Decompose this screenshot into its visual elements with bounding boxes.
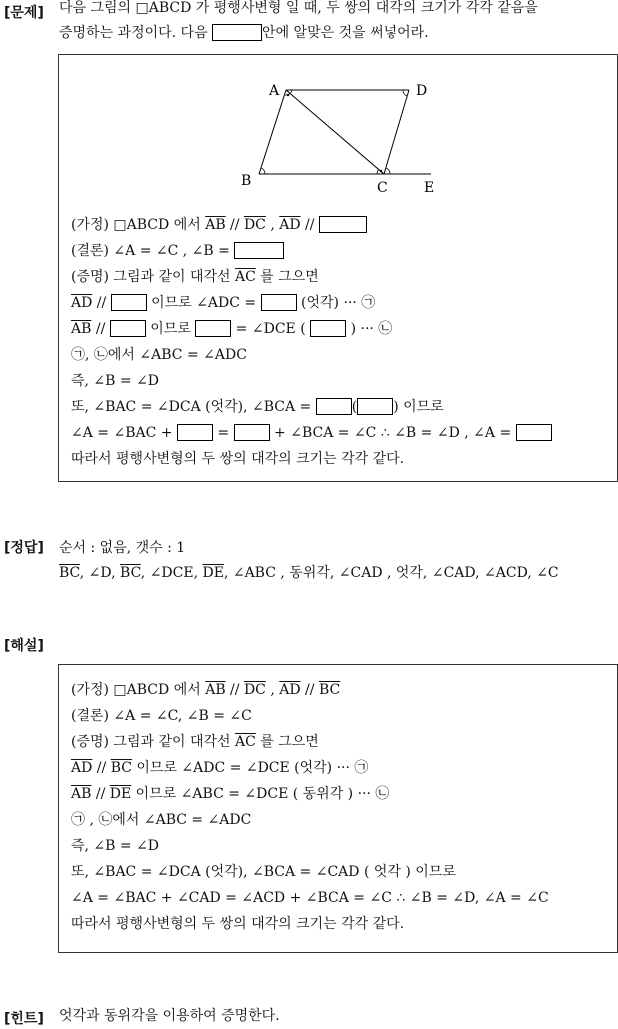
problem-box (58, 54, 618, 482)
text-run: 따라서 평행사변형의 두 쌍의 대각의 크기는 각각 같다. (71, 916, 405, 932)
text-run: (가정) □ABCD 에서 (71, 682, 206, 698)
text-run: = ∠DCE ( (231, 321, 311, 337)
text-run: 이므로 (145, 321, 196, 337)
answer-blank[interactable] (310, 320, 346, 337)
answer-blank[interactable] (111, 294, 147, 311)
proof-line (71, 807, 618, 833)
text-run: // (225, 682, 244, 698)
example-blank-box (212, 24, 262, 41)
text-run: (증명) 그림과 같이 대각선 (71, 269, 235, 285)
segment-symbol: $\overline{AD}$ (71, 295, 93, 311)
proof-line (71, 316, 618, 342)
segment-symbol: $\overline{DC}$ (243, 682, 266, 698)
text-run: 를 그으면 (255, 734, 319, 750)
text-run: ∠A = ∠BAC + (71, 425, 177, 441)
segment-symbol: $\overline{DE}$ (109, 786, 132, 802)
proof-line (71, 703, 618, 729)
text-run: ( (351, 399, 358, 415)
answer-label: [정답] (4, 540, 44, 556)
proof-line (71, 833, 618, 859)
answer-blank[interactable] (357, 398, 393, 415)
text-run: (결론) ∠A = ∠C, ∠B = ∠C (71, 708, 252, 724)
vertex-label-d: D (416, 83, 428, 99)
segment-symbol: $\overline{AC}$ (234, 734, 256, 750)
problem-line-1: 다음 그림의 □ABCD 가 평행사변형 일 때, 두 쌍의 대각의 크기가 각각 같음을 (59, 0, 538, 16)
problem-label: [문제] (4, 5, 44, 21)
answer-line-1: 순서 : 없음, 갯수 : 1 (59, 540, 186, 556)
proof-line (71, 677, 618, 703)
text-run: // (91, 321, 110, 337)
proof-line (71, 885, 618, 911)
segment-symbol: $\overline{AD}$ (279, 682, 301, 698)
text-run: // (91, 786, 110, 802)
vertex-label-b: B (241, 173, 252, 189)
answer-blank[interactable] (261, 294, 297, 311)
proof-line (71, 911, 618, 937)
proof-line (71, 859, 618, 885)
proof-line (71, 212, 618, 238)
answer-blank[interactable] (234, 242, 284, 259)
segment-symbol: $\overline{AB}$ (71, 786, 92, 802)
text-run: // (300, 682, 319, 698)
text-run: 따라서 평행사변형의 두 쌍의 대각의 크기는 각각 같다. (71, 451, 405, 467)
answer-blank[interactable] (516, 424, 552, 441)
vertex-label-c: C (377, 180, 388, 196)
text-run: (증명) 그림과 같이 대각선 (71, 734, 235, 750)
answer-line-2 (59, 561, 609, 586)
answer-blank[interactable] (319, 216, 367, 233)
proof-steps (59, 212, 617, 472)
text-run: // (92, 295, 111, 311)
proof-line (71, 238, 618, 264)
text-run: , (265, 217, 280, 233)
hint-text: 엇각과 동위각을 이용하여 증명한다. (59, 1008, 280, 1024)
text-run: , ∠D, (79, 565, 121, 581)
text-run: ) 이므로 (393, 399, 444, 415)
text-run: 또, ∠BAC = ∠DCA (엇각), ∠BCA = (71, 399, 316, 415)
proof-line (71, 394, 618, 420)
proof-line (71, 264, 618, 290)
segment-symbol: $\overline{BC}$ (318, 682, 341, 698)
text-run: = (212, 425, 234, 441)
text-run: 또, ∠BAC = ∠DCA (엇각), ∠BCA = ∠CAD ( 엇각 ) 이므로 (71, 864, 456, 880)
text-run: ) ··· ㉡ (346, 321, 393, 337)
text-run: (가정) □ABCD 에서 (71, 217, 206, 233)
proof-line (71, 420, 618, 446)
segment-symbol: $\overline{BC}$ (110, 760, 132, 776)
segment-symbol: $\overline{BC}$ (59, 565, 80, 581)
proof-line (71, 781, 618, 807)
text-run: // (225, 217, 244, 233)
text-run: // (92, 760, 111, 776)
text-run: ㉠, ㉡에서 ∠ABC = ∠ADC (71, 347, 247, 363)
text-run: , (265, 682, 280, 698)
hint-label: [힌트] (4, 1011, 44, 1027)
segment-symbol: $\overline{AB}$ (71, 321, 92, 337)
text-run: 를 그으면 (255, 269, 319, 285)
segment-symbol: $\overline{DE}$ (202, 565, 224, 581)
proof-line (71, 446, 618, 472)
segment-symbol: $\overline{AD}$ (279, 217, 301, 233)
answer-blank[interactable] (234, 424, 270, 441)
text-run: 즉, ∠B = ∠D (71, 373, 160, 389)
text-run: (엇각) ··· ㉠ (296, 295, 376, 311)
answer-blank[interactable] (177, 424, 213, 441)
explanation-steps (59, 677, 617, 937)
text-run: ∠A = ∠BAC + ∠CAD = ∠ACD + ∠BCA = ∠C ∴ ∠B = ∠D, ∠A = ∠C (71, 890, 549, 906)
segment-symbol: $\overline{AB}$ (205, 682, 226, 698)
proof-line (71, 342, 618, 368)
answer-content (59, 536, 609, 586)
segment-symbol: $\overline{AD}$ (71, 760, 93, 776)
explanation-box (58, 664, 618, 953)
text-run: + ∠BCA = ∠C ∴ ∠B = ∠D , ∠A = (269, 425, 516, 441)
text-run: 즉, ∠B = ∠D (71, 838, 160, 854)
answer-blank[interactable] (316, 398, 352, 415)
answer-blank[interactable] (110, 320, 146, 337)
text-run: 이므로 ∠ABC = ∠DCE ( 동위각 ) ··· ㉡ (131, 786, 390, 802)
text-run: 이므로 ∠ADC = (146, 295, 261, 311)
text-run: 이므로 ∠ADC = ∠DCE (엇각) ··· ㉠ (131, 760, 369, 776)
text-run: , ∠ABC , 동위각, ∠CAD , 엇각, ∠CAD, ∠ACD, ∠C (223, 565, 559, 581)
point-label-e: E (424, 180, 435, 196)
text-run: // (300, 217, 319, 233)
segment-symbol: $\overline{BC}$ (120, 565, 141, 581)
proof-line (71, 729, 618, 755)
problem-statement (59, 0, 609, 46)
parallelogram-figure (59, 55, 618, 205)
text-run: ㉠ , ㉡에서 ∠ABC = ∠ADC (71, 812, 252, 828)
segment-symbol: $\overline{AB}$ (205, 217, 226, 233)
answer-blank[interactable] (195, 320, 231, 337)
text-run: , ∠DCE, (140, 565, 203, 581)
segment-symbol: $\overline{DC}$ (243, 217, 266, 233)
segment-symbol: $\overline{AC}$ (234, 269, 256, 285)
text-run: (결론) ∠A = ∠C , ∠B = (71, 243, 235, 259)
proof-line (71, 755, 618, 781)
vertex-label-a: A (269, 83, 280, 99)
problem-line-2: 증명하는 과정이다. 다음 안에 알맞은 것을 써넣어라. (59, 25, 429, 41)
proof-line (71, 290, 618, 316)
proof-line (71, 368, 618, 394)
explanation-label: [해설] (4, 638, 44, 654)
